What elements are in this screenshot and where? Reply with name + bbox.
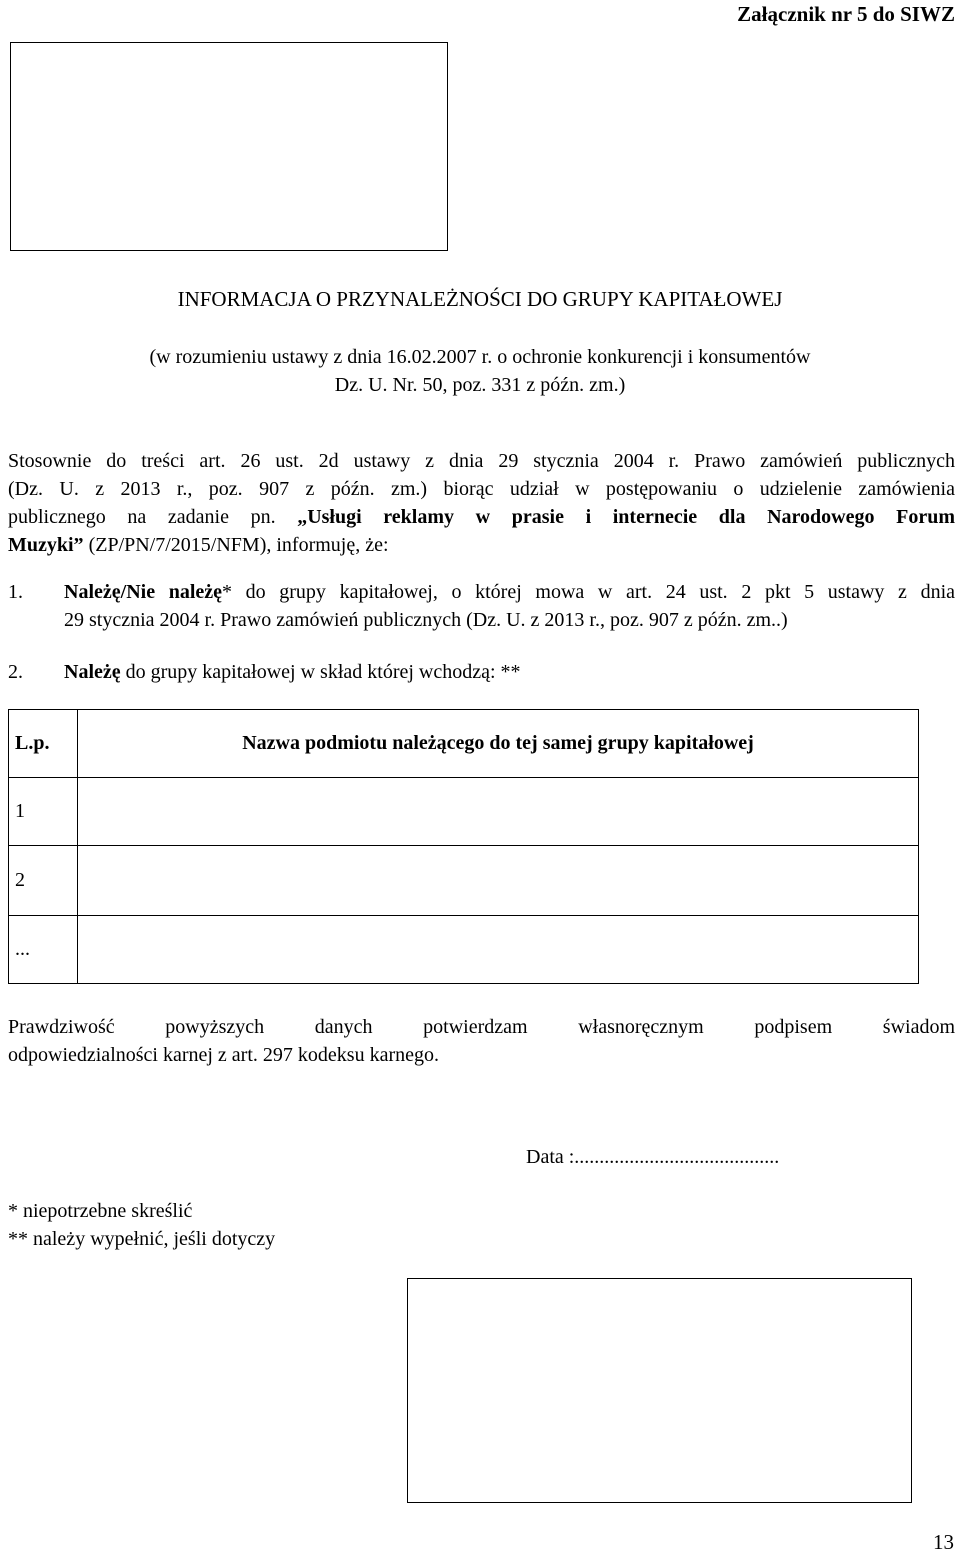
item-2-text: do grupy kapitałowej w skład której wchodzą: ** [120,661,521,683]
date-field[interactable]: Data :......................................... [526,1146,780,1168]
item-1-line-2: 29 stycznia 2004 r. Prawo zamówień publicznych (Dz. U. z 2013 r., poz. 907 z późn. zm..) [64,609,788,631]
item-2-choice: Należę [64,661,121,683]
annex-label: Załącznik nr 5 do SIWZ [737,2,955,26]
signature-box [407,1278,912,1503]
item-1-text: * do grupy kapitałowej, o której mowa w art. 24 ust. 2 pkt 5 ustawy z dnia [222,581,955,603]
footnote-2: ** należy wypełnić, jeśli dotyczy [8,1228,276,1250]
declaration-line-1: Prawdziwość powyższych danych potwierdzam własnoręcznym podpisem świadom [8,1016,955,1038]
page-number: 13 [933,1530,954,1554]
subtitle-line-2: Dz. U. Nr. 50, poz. 331 z późn. zm.) [334,374,626,396]
item-number: 2. [8,661,23,683]
item-1-line-1 [64,578,955,606]
item-1-choice: Należę/Nie należę [64,581,223,603]
row-number: 2 [9,846,78,916]
entity-name-cell[interactable] [78,846,919,916]
declaration-paragraph [8,1013,955,1069]
table-header-row [9,710,919,778]
intro-line-3-lead: publicznego na zadanie pn. [8,506,298,528]
intro-paragraph [8,447,955,559]
intro-line-1: Stosownie do treści art. 26 ust. 2d ustawy z dnia 29 stycznia 2004 r. Prawo zamówień publicznych [8,450,955,472]
footnote-1: * niepotrzebne skreślić [8,1200,193,1222]
document-subtitle [0,343,960,399]
document-title: INFORMACJA O PRZYNALEŻNOŚCI DO GRUPY KAPITAŁOWEJ [177,287,783,311]
table-row [9,916,919,984]
tender-name: „Usługi reklamy w prasie i internecie dla Narodowego Forum [297,506,955,528]
statement-item-2 [8,658,955,686]
tender-name-end: Muzyki” [8,534,84,556]
intro-line-4 [8,531,955,559]
intro-line-2: (Dz. U. z 2013 r., poz. 907 z późn. zm.) biorąc udział w postępowaniu o udzielenie zamówienia [8,478,955,500]
subtitle-line-1: (w rozumieniu ustawy z dnia 16.02.2007 r. o ochronie konkurencji i konsumentów [149,346,811,368]
row-number: 1 [9,778,78,846]
declaration-line-2: odpowiedzialności karnej z art. 297 kodeksu karnego. [8,1044,439,1066]
intro-line-3 [8,503,955,531]
entity-name-cell[interactable] [78,916,919,984]
row-number: ... [9,916,78,984]
entity-name-cell[interactable] [78,778,919,846]
item-number: 1. [8,581,23,603]
tender-reference: (ZP/PN/7/2015/NFM), informuję, że: [83,534,389,556]
capital-group-table [8,709,919,984]
header-lp: L.p. [9,710,78,778]
table-row [9,778,919,846]
item-2-line-1 [64,658,955,686]
table-row [9,846,919,916]
statement-item-1 [8,578,955,634]
header-entity-name: Nazwa podmiotu należącego do tej samej grupy kapitałowej [78,710,919,778]
contractor-stamp-box [10,42,448,251]
